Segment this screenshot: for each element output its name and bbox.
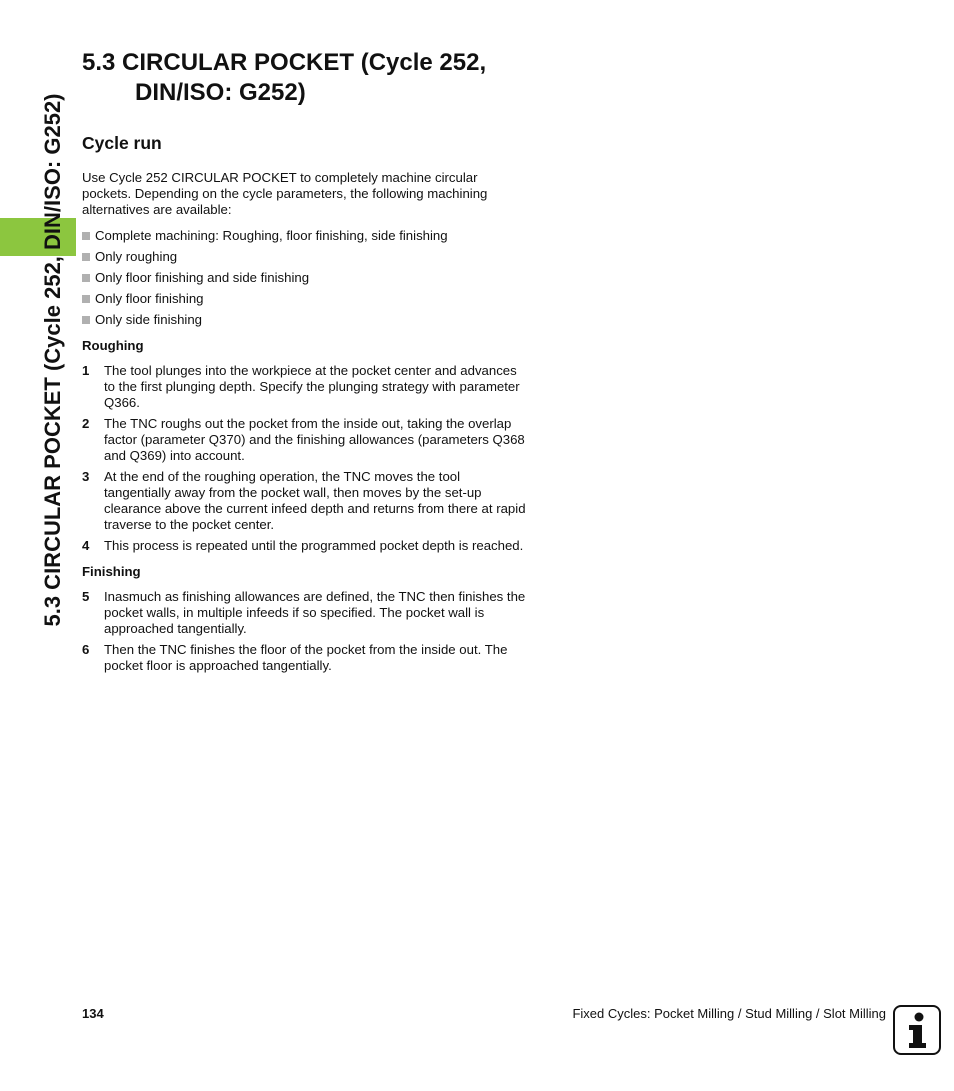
step-item: 6 Then the TNC finishes the floor of the pocket from the inside out. The pocket floor is approached tangentially.	[82, 642, 508, 673]
list-item: Only roughing	[82, 249, 527, 265]
finishing-heading: Finishing	[82, 564, 141, 579]
page-number: 134	[82, 1006, 104, 1021]
list-item: Complete machining: Roughing, floor finishing, side finishing	[82, 228, 527, 244]
info-glyph-icon	[895, 1007, 939, 1053]
square-bullet-icon	[82, 253, 90, 261]
intro-paragraph: Use Cycle 252 CIRCULAR POCKET to completely machine circular pockets. Depending on the cycle parameters, the following machining alternatives are available:	[82, 170, 488, 217]
step-item: 4 This process is repeated until the programmed pocket depth is reached.	[82, 538, 524, 553]
square-bullet-icon	[82, 232, 90, 240]
finishing-steps	[82, 589, 527, 674]
list-item: Only side finishing	[82, 312, 527, 328]
section-title-line2: DIN/ISO: G252)	[135, 79, 306, 106]
footer-chapter-text: Fixed Cycles: Pocket Milling / Stud Milling / Slot Milling	[572, 1006, 886, 1021]
machining-alternatives-list	[82, 228, 527, 328]
section-title-line1: 5.3 CIRCULAR POCKET (Cycle 252,	[82, 49, 487, 76]
list-item: Only floor finishing	[82, 291, 527, 307]
square-bullet-icon	[82, 274, 90, 282]
side-section-title: 5.3 CIRCULAR POCKET (Cycle 252, DIN/ISO: G252)	[40, 93, 65, 627]
step-item: 3 At the end of the roughing operation, the TNC moves the tool tangentially away from the pocket wall, then moves by the set-up clearance above the current infeed depth and returns from there at rapid traverse to the pocket center.	[82, 469, 526, 532]
info-icon	[893, 1005, 941, 1055]
section-title	[82, 48, 527, 108]
roughing-steps	[82, 363, 527, 554]
step-item: 1 The tool plunges into the workpiece at the pocket center and advances to the first plunging depth. Specify the plunging strategy with parameter Q366.	[82, 363, 520, 410]
step-item: 2 The TNC roughs out the pocket from the inside out, taking the overlap factor (parameter Q370) and the finishing allowances (parameters Q368 and Q369) into account.	[82, 416, 525, 463]
main-content	[82, 48, 527, 679]
square-bullet-icon	[82, 295, 90, 303]
list-item: Only floor finishing and side finishing	[82, 270, 527, 286]
roughing-heading: Roughing	[82, 338, 144, 353]
step-item: 5 Inasmuch as finishing allowances are defined, the TNC then finishes the pocket walls, in multiple infeeds if so specified. The pocket wall is approached tangentially.	[82, 589, 526, 636]
square-bullet-icon	[82, 316, 90, 324]
cycle-run-heading: Cycle run	[82, 133, 162, 153]
